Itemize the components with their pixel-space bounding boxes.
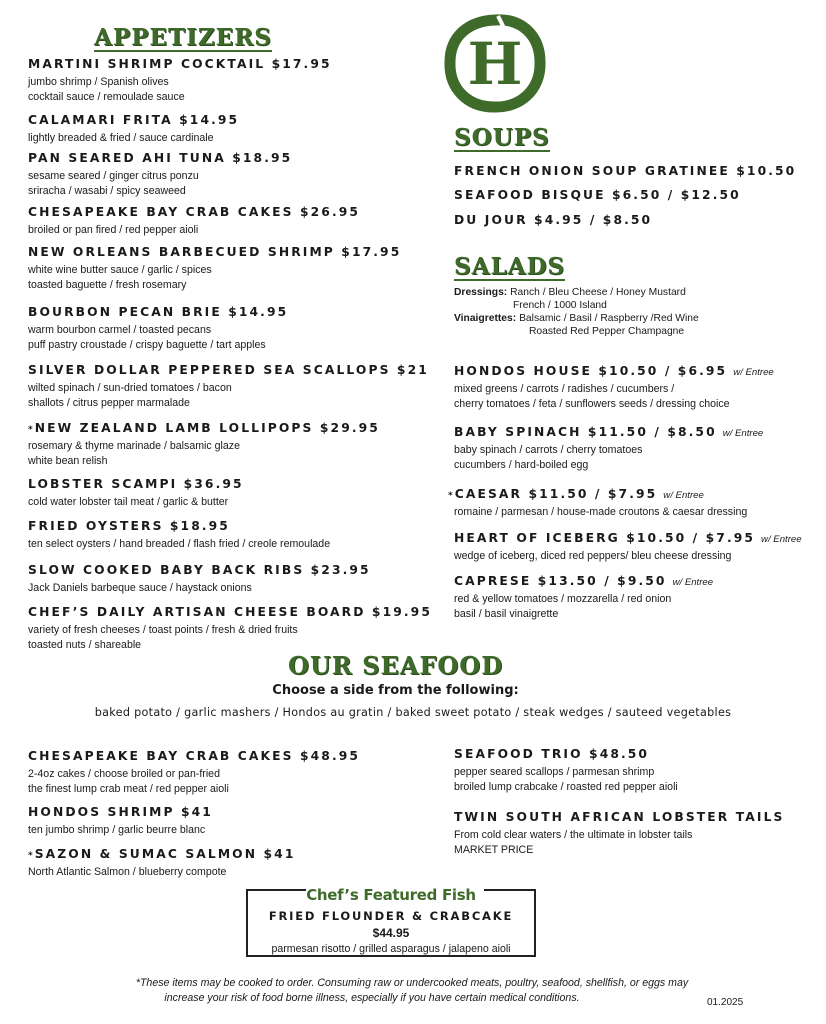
item-desc: Jack Daniels barbeque sauce / haystack onions bbox=[28, 582, 252, 594]
seafood-sides: baked potato / garlic mashers / Hondos au gratin / baked sweet potato / steak wedges / sauteed vegetables bbox=[94, 706, 732, 719]
appetizer-item bbox=[28, 305, 288, 353]
featured-price: $44.95 bbox=[372, 926, 410, 940]
item-desc: lightly breaded & fried / sauce cardinale bbox=[28, 132, 214, 144]
vinaigrettes-label: Vinaigrettes: bbox=[454, 313, 517, 324]
vinaigrette-options: Roasted Red Pepper Champagne bbox=[529, 326, 685, 337]
item-desc: white wine butter sauce / garlic / spices bbox=[28, 264, 212, 276]
appetizer-item bbox=[28, 245, 401, 293]
item-name: HONDOS HOUSE $10.50 / $6.95 w/ Entree bbox=[454, 364, 774, 378]
logo bbox=[444, 14, 546, 112]
item-desc: wilted spinach / sun-dried tomatoes / bacon bbox=[28, 382, 232, 394]
disclaimer-line: *These items may be cooked to order. Consuming raw or undercooked meats, poultry, seafood, shellfish, or eggs may bbox=[135, 977, 689, 989]
logo-letter: H bbox=[467, 30, 523, 98]
star-icon: * bbox=[448, 491, 453, 501]
item-desc: red & yellow tomatoes / mozzarella / red onion bbox=[454, 593, 672, 605]
star-icon: * bbox=[28, 425, 33, 435]
dressings-list bbox=[454, 287, 699, 337]
seafood-subtitle: Choose a side from the following: bbox=[272, 683, 519, 698]
disclaimer bbox=[0, 976, 824, 1006]
item-desc: basil / basil vinaigrette bbox=[454, 608, 559, 620]
item-name: HONDOS SHRIMP $41 bbox=[28, 805, 213, 819]
item-desc: 2-4oz cakes / choose broiled or pan-fried bbox=[28, 768, 220, 780]
appetizer-item bbox=[28, 151, 292, 199]
item-name: * CAESAR $11.50 / $7.95 w/ Entree bbox=[448, 487, 704, 501]
seafood-item bbox=[28, 749, 360, 797]
item-desc: jumbo shrimp / Spanish olives bbox=[28, 76, 169, 88]
salad-item bbox=[454, 574, 713, 622]
seafood-item bbox=[454, 810, 784, 858]
appetizer-item bbox=[28, 205, 360, 238]
featured-desc: parmesan risotto / grilled asparagus / jalapeno aioli bbox=[271, 943, 511, 955]
soup-item: DU JOUR $4.95 / $8.50 bbox=[454, 213, 653, 227]
item-name: SLOW COOKED BABY BACK RIBS $23.95 bbox=[28, 563, 371, 577]
appetizer-item bbox=[28, 363, 429, 411]
item-desc: pepper seared scallops / parmesan shrimp bbox=[454, 766, 655, 778]
appetizer-item bbox=[28, 113, 239, 146]
item-desc: wedge of iceberg, diced red peppers/ bleu cheese dressing bbox=[454, 550, 732, 562]
item-desc: ten jumbo shrimp / garlic beurre blanc bbox=[28, 824, 206, 836]
salad-item bbox=[454, 364, 774, 412]
item-desc: romaine / parmesan / house-made croutons & caesar dressing bbox=[454, 506, 748, 518]
appetizer-item bbox=[28, 477, 244, 510]
item-name: CAPRESE $13.50 / $9.50 w/ Entree bbox=[454, 574, 714, 588]
dressings-label: Dressings: bbox=[454, 287, 508, 298]
item-name: LOBSTER SCAMPI $36.95 bbox=[28, 477, 244, 491]
item-desc: cold water lobster tail meat / garlic & butter bbox=[28, 496, 229, 508]
item-desc: sesame seared / ginger citrus ponzu bbox=[28, 170, 199, 182]
item-desc: MARKET PRICE bbox=[454, 844, 534, 856]
soup-item: SEAFOOD BISQUE $6.50 / $12.50 bbox=[454, 188, 741, 202]
item-name: TWIN SOUTH AFRICAN LOBSTER TAILS bbox=[454, 810, 785, 824]
salad-item bbox=[454, 425, 763, 473]
item-desc: rosemary & thyme marinade / balsamic glaze bbox=[28, 440, 240, 452]
soup-item: FRENCH ONION SOUP GRATINEE $10.50 bbox=[454, 164, 797, 178]
entree-note: w/ Entree bbox=[722, 428, 764, 439]
dressing-options: Ranch / Bleu Cheese / Honey Mustard bbox=[510, 287, 686, 298]
item-name: BOURBON PECAN BRIE $14.95 bbox=[28, 305, 289, 319]
item-desc: sriracha / wasabi / spicy seaweed bbox=[28, 185, 186, 197]
item-name: SEAFOOD TRIO $48.50 bbox=[454, 747, 650, 761]
item-desc: cherry tomatoes / feta / sunflowers seeds / dressing choice bbox=[454, 398, 730, 410]
appetizer-item bbox=[28, 605, 432, 653]
salad-item bbox=[454, 531, 802, 564]
item-name: * NEW ZEALAND LAMB LOLLIPOPS $29.95 bbox=[28, 421, 380, 435]
item-desc: broiled or pan fired / red pepper aioli bbox=[28, 224, 199, 236]
item-desc: white bean relish bbox=[28, 455, 108, 467]
salads-heading: SALADS bbox=[454, 253, 566, 280]
item-name: BABY SPINACH $11.50 / $8.50 w/ Entree bbox=[454, 425, 764, 439]
seafood-item bbox=[28, 805, 213, 838]
featured-name: FRIED FLOUNDER & CRABCAKE bbox=[268, 909, 514, 923]
star-icon: * bbox=[28, 851, 33, 861]
entree-note: w/ Entree bbox=[733, 367, 774, 378]
soups-heading: SOUPS bbox=[454, 124, 550, 151]
item-name: CHESAPEAKE BAY CRAB CAKES $48.95 bbox=[28, 749, 361, 763]
item-name: CHEF’S DAILY ARTISAN CHEESE BOARD $19.95 bbox=[28, 605, 432, 619]
item-name: CALAMARI FRITA $14.95 bbox=[28, 113, 240, 127]
vinaigrette-options: Balsamic / Basil / Raspberry /Red Wine bbox=[519, 313, 699, 324]
item-desc: warm bourbon carmel / toasted pecans bbox=[28, 324, 212, 336]
item-name: NEW ORLEANS BARBECUED SHRIMP $17.95 bbox=[28, 245, 402, 259]
menu-date: 01.2025 bbox=[707, 997, 744, 1008]
appetizer-item bbox=[28, 563, 371, 596]
item-name: SILVER DOLLAR PEPPERED SEA SCALLOPS $21 bbox=[28, 363, 429, 377]
appetizer-item bbox=[28, 421, 380, 469]
item-desc: From cold clear waters / the ultimate in lobster tails bbox=[454, 829, 693, 841]
disclaimer-line: increase your risk of food borne illness, especially if you have certain medical conditions. bbox=[164, 992, 580, 1004]
entree-note: w/ Entree bbox=[663, 490, 704, 501]
salad-item bbox=[448, 487, 747, 520]
dressing-options: French / 1000 Island bbox=[513, 300, 607, 311]
item-desc: ten select oysters / hand breaded / flash fried / creole remoulade bbox=[28, 538, 331, 550]
entree-note: w/ Entree bbox=[672, 577, 714, 588]
item-name: CHESAPEAKE BAY CRAB CAKES $26.95 bbox=[28, 205, 361, 219]
featured-title: Chef’s Featured Fish bbox=[306, 886, 476, 904]
entree-note: w/ Entree bbox=[761, 534, 802, 545]
item-desc: puff pastry croustade / crispy baguette / tart apples bbox=[28, 339, 266, 351]
item-desc: toasted nuts / shareable bbox=[28, 639, 142, 651]
seafood-item bbox=[28, 847, 295, 880]
seafood-item bbox=[454, 747, 678, 795]
item-name: PAN SEARED AHI TUNA $18.95 bbox=[28, 151, 293, 165]
item-desc: shallots / citrus pepper marmalade bbox=[28, 397, 190, 409]
appetizer-item bbox=[28, 519, 330, 552]
appetizer-item bbox=[28, 57, 332, 105]
item-desc: cucumbers / hard-boiled egg bbox=[454, 459, 589, 471]
appetizers-heading: APPETIZERS bbox=[94, 24, 272, 51]
item-desc: the finest lump crab meat / red pepper aioli bbox=[28, 783, 229, 795]
item-desc: broiled lump crabcake / roasted red pepper aioli bbox=[454, 781, 678, 793]
item-name: FRIED OYSTERS $18.95 bbox=[28, 519, 230, 533]
item-desc: mixed greens / carrots / radishes / cucumbers / bbox=[454, 383, 675, 395]
item-desc: toasted baguette / fresh rosemary bbox=[28, 279, 187, 291]
item-name: * SAZON & SUMAC SALMON $41 bbox=[28, 847, 296, 861]
logo-mark bbox=[444, 14, 546, 112]
item-desc: North Atlantic Salmon / blueberry compote bbox=[28, 866, 227, 878]
seafood-heading: OUR SEAFOOD bbox=[287, 651, 504, 680]
item-name: HEART OF ICEBERG $10.50 / $7.95 w/ Entree bbox=[454, 531, 802, 545]
item-name: MARTINI SHRIMP COCKTAIL $17.95 bbox=[28, 57, 332, 71]
item-desc: baby spinach / carrots / cherry tomatoes bbox=[454, 444, 643, 456]
item-desc: variety of fresh cheeses / toast points / fresh & dried fruits bbox=[28, 624, 298, 636]
item-desc: cocktail sauce / remoulade sauce bbox=[28, 91, 185, 103]
